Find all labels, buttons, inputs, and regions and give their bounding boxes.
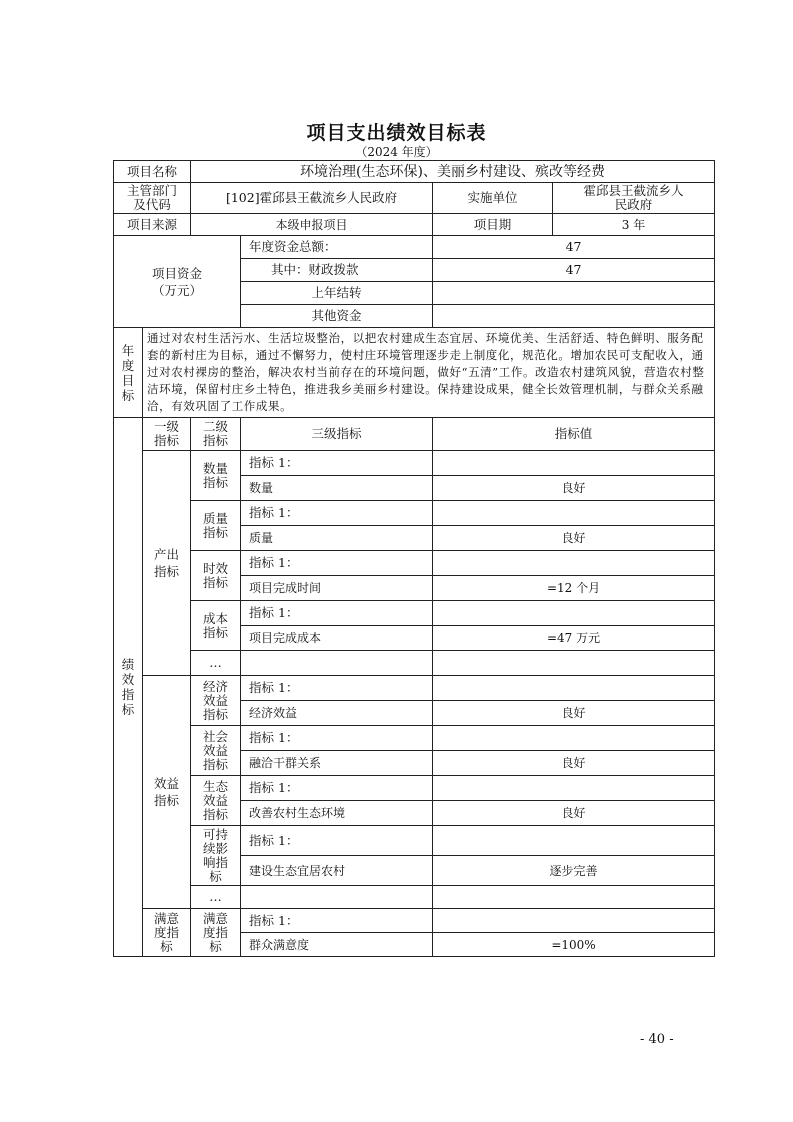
satisfaction-value: =100%	[433, 933, 715, 957]
table-row	[114, 651, 715, 676]
group-satisfaction: 满意 度指 标	[143, 909, 191, 957]
funds-label: 项目资金 （万元）	[114, 236, 241, 328]
indicator-ecological: 生态 效益 指标	[191, 776, 241, 826]
ecological-label-value	[433, 776, 715, 801]
satisfaction-l3: 群众满意度	[241, 933, 433, 957]
table-row	[114, 776, 715, 801]
indicator-social: 社会 效益 指标	[191, 726, 241, 776]
cost-label: 指标 1：	[241, 601, 433, 626]
other-value	[433, 305, 715, 328]
other-label: 其他资金	[241, 305, 433, 328]
ecological-l3: 改善农村生态环境	[241, 801, 433, 826]
quality-label-value	[433, 501, 715, 526]
economic-value: 良好	[433, 701, 715, 726]
timeliness-label: 指标 1：	[241, 551, 433, 576]
fiscal-value: 47	[433, 259, 715, 282]
level1-header: 一级 指标	[143, 418, 191, 451]
last-year-value	[433, 282, 715, 305]
quantity-label: 指标 1：	[241, 451, 433, 476]
benefit-ellipsis-value	[433, 886, 715, 909]
economic-label: 指标 1：	[241, 676, 433, 701]
quality-value: 良好	[433, 526, 715, 551]
table-row	[114, 451, 715, 476]
group-output: 产出 指标	[143, 451, 191, 676]
row-dept	[114, 183, 715, 214]
annual-total-label: 年度资金总额：	[241, 236, 433, 259]
table-row	[114, 501, 715, 526]
annual-goal-text: 通过对农村生活污水、生活垃圾整治，以把农村建成生态宜居、环境优美、生活舒适、特色鲜明、服务配套的新村庄为目标，通过不懈努力，使村庄环境管理逐步走上制度化，规范化。增加农民可支配收入，通过对农村裸房的整治，解决农村当前存在的环境问题，做好“五清”工作。改造农村建筑风貌，营造农村整洁环境，保留村庄乡土特色，推进我乡美丽乡村建设。保持建设成果，健全长效管理机制，与群众关系融洽，有效巩固了工作成果。	[143, 328, 715, 418]
sustainable-label: 指标 1：	[241, 826, 433, 856]
social-label: 指标 1：	[241, 726, 433, 751]
timeliness-l3: 项目完成时间	[241, 576, 433, 601]
cost-label-value	[433, 601, 715, 626]
dept-label: 主管部门 及代码	[114, 183, 191, 214]
annual-total-value: 47	[433, 236, 715, 259]
annual-goal-label: 年 度 目 标	[114, 328, 143, 418]
sustainable-label-value	[433, 826, 715, 856]
impl-unit-label: 实施单位	[433, 183, 553, 214]
level3-header: 三级指标	[241, 418, 433, 451]
page-number: - 40 -	[640, 1032, 674, 1047]
perf-label: 绩 效 指 标	[114, 418, 143, 957]
sustainable-l3: 建设生态宜居农村	[241, 856, 433, 886]
indicator-sustainable: 可持 续影 响指 标	[191, 826, 241, 886]
satisfaction-label-value	[433, 909, 715, 933]
table-row	[114, 601, 715, 626]
economic-l3: 经济效益	[241, 701, 433, 726]
row-annual-total	[114, 236, 715, 259]
dept-value: [102]霍邱县王截流乡人民政府	[191, 183, 433, 214]
quantity-value: 良好	[433, 476, 715, 501]
indicator-cost: 成本 指标	[191, 601, 241, 651]
output-ellipsis-value	[433, 651, 715, 676]
economic-label-value	[433, 676, 715, 701]
social-value: 良好	[433, 751, 715, 776]
table-row	[114, 886, 715, 909]
table-row	[114, 726, 715, 751]
timeliness-label-value	[433, 551, 715, 576]
source-value: 本级申报项目	[191, 214, 433, 236]
table-row	[114, 551, 715, 576]
benefit-ellipsis: …	[191, 886, 241, 909]
indicator-timeliness: 时效 指标	[191, 551, 241, 601]
impl-unit-value: 霍邱县王截流乡人 民政府	[553, 183, 715, 214]
row-indicator-header	[114, 418, 715, 451]
project-name-value: 环境治理(生态环保)、美丽乡村建设、殡改等经费	[191, 161, 715, 183]
quantity-label-value	[433, 451, 715, 476]
quality-l3: 质量	[241, 526, 433, 551]
social-l3: 融洽干群关系	[241, 751, 433, 776]
indicator-economic: 经济 效益 指标	[191, 676, 241, 726]
timeliness-value: =12 个月	[433, 576, 715, 601]
sustainable-value: 逐步完善	[433, 856, 715, 886]
indicator-quality: 质量 指标	[191, 501, 241, 551]
table-row	[114, 909, 715, 933]
row-annual-goal	[114, 328, 715, 418]
output-ellipsis-l3	[241, 651, 433, 676]
table-row	[114, 676, 715, 701]
benefit-ellipsis-l3	[241, 886, 433, 909]
quality-label: 指标 1：	[241, 501, 433, 526]
indicator-quantity: 数量 指标	[191, 451, 241, 501]
period-value: 3 年	[553, 214, 715, 236]
output-ellipsis: …	[191, 651, 241, 676]
social-label-value	[433, 726, 715, 751]
level2-header: 二级 指标	[191, 418, 241, 451]
satisfaction-label: 指标 1：	[241, 909, 433, 933]
cost-value: =47 万元	[433, 626, 715, 651]
performance-target-table	[113, 160, 715, 957]
last-year-label: 上年结转	[241, 282, 433, 305]
cost-l3: 项目完成成本	[241, 626, 433, 651]
value-header: 指标值	[433, 418, 715, 451]
period-label: 项目期	[433, 214, 553, 236]
row-source	[114, 214, 715, 236]
fiscal-label: 其中：财政拨款	[241, 259, 433, 282]
ecological-label: 指标 1：	[241, 776, 433, 801]
indicator-satisfaction: 满意 度指 标	[191, 909, 241, 957]
table-row	[114, 826, 715, 856]
page-title: 项目支出绩效目标表	[306, 122, 487, 144]
ecological-value: 良好	[433, 801, 715, 826]
project-name-label: 项目名称	[114, 161, 191, 183]
quantity-l3: 数量	[241, 476, 433, 501]
row-project-name	[114, 161, 715, 183]
source-label: 项目来源	[114, 214, 191, 236]
page-subtitle: （2024 年度）	[355, 145, 438, 159]
group-benefit: 效益 指标	[143, 676, 191, 909]
